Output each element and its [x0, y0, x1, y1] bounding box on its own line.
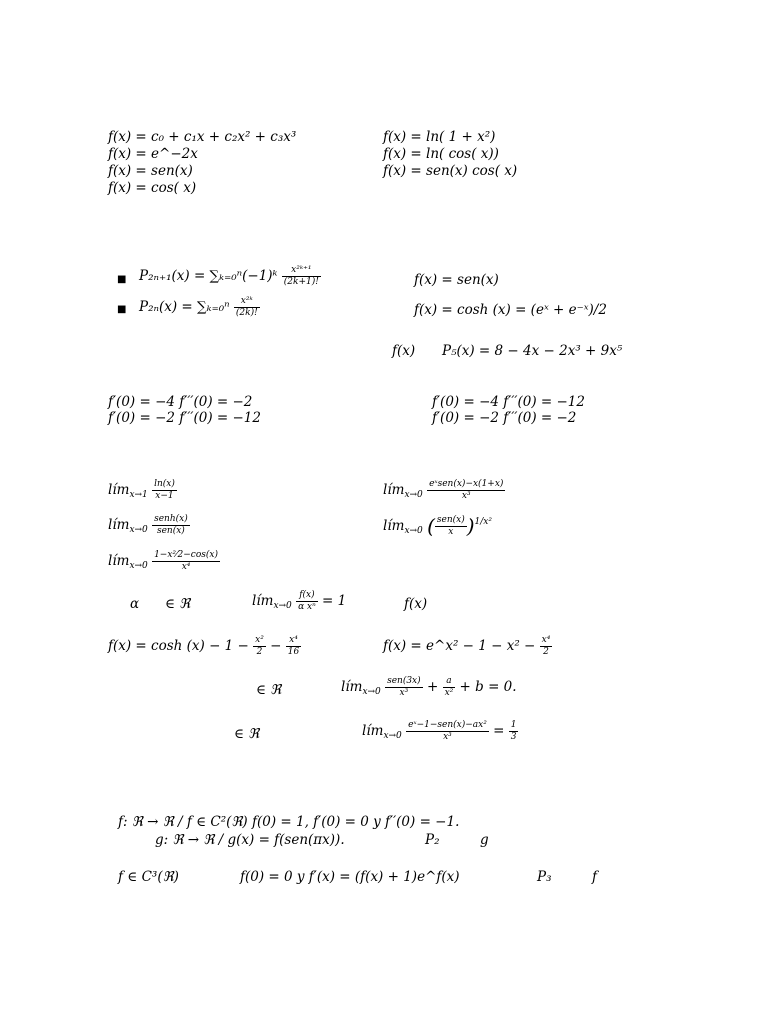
frac-den: x³	[461, 491, 471, 501]
f-ode: f(0) = 0 y f′(x) = (f(x) + 1)e^f(x)	[240, 869, 460, 885]
bullet-2: ■	[117, 304, 127, 315]
taylor-sum-odd-frac	[282, 266, 321, 287]
eq-p5: P₅(x) = 8 − 4x − 2x³ + 9x⁵	[442, 343, 623, 359]
frac-den: x	[448, 527, 454, 537]
lim-sub: x→0	[273, 601, 292, 611]
frac-den: 2	[256, 647, 263, 657]
equals-sign: =	[493, 723, 505, 739]
cosh-frac-1	[253, 636, 266, 657]
frac-num: 1	[510, 720, 517, 730]
limit-ex	[362, 721, 518, 745]
in-reals-2: ∈ ℜ	[256, 682, 282, 698]
eq-exp: f(x) = e^−2x	[108, 146, 198, 162]
derivs-left-1: f′(0) = −4 f′′′(0) = −2	[108, 394, 253, 410]
taylor-sum-odd	[139, 266, 321, 287]
limit-1-frac	[152, 480, 177, 501]
frac-den: (2k+1)!	[283, 277, 319, 287]
limit-3	[108, 551, 220, 575]
lim-word: lím	[252, 593, 274, 609]
label-g: g	[480, 832, 489, 848]
frac-den: x−1	[155, 491, 174, 501]
lim-word: lím	[108, 517, 130, 533]
frac-den: x⁴	[181, 562, 191, 572]
limit-sen3x-frac	[385, 677, 423, 698]
limit-alpha	[252, 591, 346, 615]
limit-4	[383, 480, 505, 504]
bullet-1: ■	[117, 274, 127, 285]
limit-ex-rhs	[509, 721, 519, 742]
limit-ex-frac	[406, 721, 489, 742]
frac-num: x²ᵏ⁺¹	[282, 266, 321, 277]
lim-word: lím	[362, 723, 384, 739]
frac-num: x⁴	[286, 636, 301, 647]
eq-ln-1px2: f(x) = ln( 1 + x²)	[383, 129, 496, 145]
taylor-sum-even-frac	[234, 297, 260, 318]
derivs-left-2: f′(0) = −2 f′′′(0) = −12	[108, 410, 261, 426]
eq-f-sen: f(x) = sen(x)	[414, 272, 499, 288]
frac-den: 3	[510, 732, 517, 742]
frac-num: senh(x)	[154, 514, 188, 524]
label-fx-2: f(x)	[404, 596, 428, 612]
lim-sub: x→0	[404, 490, 423, 500]
frac-den: x³	[443, 732, 452, 742]
limit-a-frac	[443, 677, 456, 698]
frac-den: x²	[444, 688, 454, 698]
left-paren: (	[427, 514, 435, 538]
lim-word: lím	[383, 518, 405, 534]
lim-sub: x→0	[129, 561, 148, 571]
eq-ln-cos: f(x) = ln( cos( x))	[383, 146, 499, 162]
in-reals-3: ∈ ℜ	[234, 726, 260, 742]
f-definition: f: ℜ → ℜ / f ∈ C²(ℜ) f(0) = 1, f′(0) = 0 y f′′(0) = −1.	[118, 814, 460, 830]
frac-num: 1−x²⁄2−cos(x)	[154, 550, 218, 560]
label-fx: f(x)	[392, 343, 416, 359]
frac-den: x³	[399, 688, 409, 698]
frac-num: x⁴	[541, 635, 551, 645]
lim-sub: x→0	[383, 731, 402, 741]
label-p2: P₂	[425, 832, 440, 848]
frac-den: 16	[287, 647, 300, 657]
f-class-c3: f ∈ C³(ℜ)	[118, 869, 179, 885]
frac-den: (2k)!	[235, 308, 258, 318]
frac-num: a	[443, 677, 456, 688]
lim-sub: x→0	[129, 525, 148, 535]
frac-num: eˣsen(x)−x(1+x)	[429, 479, 504, 489]
frac-num: f(x)	[296, 591, 318, 602]
lim-word: lím	[383, 482, 405, 498]
plus-sign: +	[426, 679, 439, 695]
frac-den: α xⁿ	[298, 602, 316, 612]
frac-num: sen(3x)	[387, 676, 421, 686]
lim-word: lím	[108, 482, 130, 498]
lim-sub: x→0	[362, 687, 381, 697]
limit-5-frac	[435, 516, 467, 537]
derivs-right-1: f′(0) = −4 f′′′(0) = −12	[432, 394, 585, 410]
eq-f-cosh: f(x) = cosh (x) = (eˣ + e⁻ˣ)/2	[414, 302, 607, 318]
frac-den: sen(x)	[156, 526, 185, 536]
eq-cosh-series: f(x) = cosh (x) − 1 − $\frac{\text{x²}}{2}$ − $\frac{\text{x⁴}}{16}$	[108, 635, 300, 657]
eq-exp-series	[383, 636, 552, 657]
g-definition: g: ℜ → ℜ / g(x) = f(sen(πx)).	[155, 832, 345, 848]
lim-word: lím	[341, 679, 363, 695]
lim-word: lím	[108, 553, 130, 569]
limit-2	[108, 515, 190, 539]
lim-sub: x→0	[404, 526, 423, 536]
taylor-sum-even	[139, 297, 260, 318]
eq-cubic-poly: f(x) = c₀ + c₁x + c₂x² + c₃x³	[108, 129, 297, 145]
cosh-frac-2	[286, 636, 301, 657]
limit-rhs: = 1	[322, 593, 347, 609]
limit-alpha-frac	[296, 591, 318, 612]
frac-num: ln(x)	[154, 479, 175, 489]
limit-2-frac	[152, 515, 190, 536]
frac-den: 2	[543, 647, 549, 657]
in-reals: ∈ ℜ	[165, 596, 191, 612]
derivs-right-2: f′(0) = −2 f′′′(0) = −2	[432, 410, 577, 426]
alpha-symbol: α	[130, 596, 140, 612]
eq-sen-cos: f(x) = sen(x) cos( x)	[383, 163, 518, 179]
limit-rhs: + b = 0.	[459, 679, 517, 695]
exp-frac	[540, 636, 553, 657]
limit-5	[383, 514, 492, 540]
label-f: f	[592, 869, 597, 885]
right-paren: )	[466, 514, 475, 538]
limit-3-frac	[152, 551, 220, 572]
frac-num: x²ᵏ	[234, 297, 260, 308]
cosh-expr: f(x) = cosh (x) − 1 −	[108, 638, 249, 654]
eq-sen: f(x) = sen(x)	[108, 163, 193, 179]
limit-sen3x	[341, 677, 517, 701]
frac-num: eˣ−1−sen(x)−ax²	[408, 720, 487, 730]
lim-sub: x→1	[129, 490, 148, 500]
frac-num: x²	[255, 635, 264, 645]
label-p3: P₃	[537, 869, 552, 885]
exp-expr: f(x) = e^x² − 1 − x² −	[383, 638, 536, 654]
eq-cos: f(x) = cos( x)	[108, 180, 197, 196]
frac-num: sen(x)	[436, 515, 465, 525]
limit-1	[108, 480, 177, 504]
limit-5-exponent: 1/x²	[474, 517, 492, 527]
taylor-sum-odd-lhs: P₂ₙ₊₁(x) = ∑ₖ₌₀ⁿ(−1)ᵏ	[139, 268, 278, 284]
limit-4-frac	[427, 480, 505, 501]
taylor-sum-even-lhs: P₂ₙ(x) = ∑ₖ₌₀ⁿ	[139, 299, 230, 315]
